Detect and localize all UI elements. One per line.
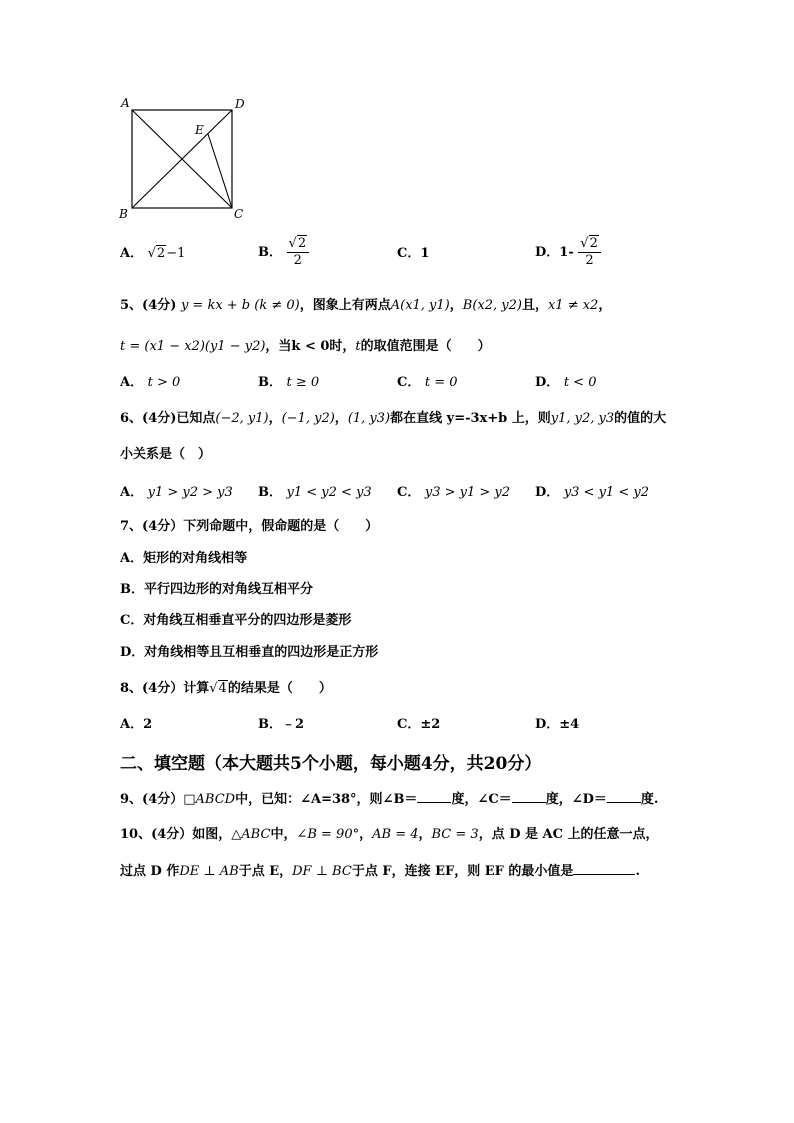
answer-blank-d[interactable]	[607, 790, 641, 803]
q5-point-b: B(x2, y2)	[462, 298, 522, 313]
q5-sep: ，	[449, 298, 463, 313]
label-b: B	[119, 207, 128, 221]
q5-question: 的取值范围是（ ）	[360, 339, 491, 354]
fraction: $\frac{√2}{2}$	[578, 236, 601, 269]
option-letter: A．	[120, 246, 144, 261]
q7-option-a: A．矩形的对角线相等	[120, 551, 248, 566]
option-text: t ≥ 0	[286, 375, 320, 390]
option-letter: B．	[258, 375, 282, 390]
option-text: y1 > y2 > y3	[147, 485, 233, 500]
q7-option-d: D．对角线相等且互相垂直的四边形是正方形	[120, 645, 379, 660]
q4-option-d	[535, 236, 601, 269]
option-letter: A．	[120, 485, 144, 500]
label-c: C	[234, 207, 244, 221]
option-letter: B．	[258, 245, 282, 260]
q9-line	[120, 790, 658, 809]
q6-point-2: (−1, y2)	[281, 411, 335, 426]
q4-a-rest: −1	[166, 246, 186, 261]
q6-line-1	[120, 410, 666, 428]
q5-option-a	[120, 374, 180, 392]
q10-sep: ，	[359, 827, 373, 842]
q5-end: ，	[598, 298, 612, 313]
radicand: 2	[156, 246, 166, 261]
q6-mid: 都在直线 y=-3x+b 上，则	[390, 411, 551, 426]
q5-line-1	[120, 297, 611, 315]
q9-prefix: 9、(4分）	[120, 792, 184, 807]
q10-sep: ，	[418, 827, 432, 842]
q10-bc: BC = 3	[431, 827, 479, 842]
label-a: A	[121, 96, 130, 110]
option-letter: B．	[258, 485, 282, 500]
q5-t-expr: t = (x1 − x2)(y1 − y2)	[120, 339, 266, 354]
option-text: y3 > y1 > y2	[424, 485, 511, 500]
q6-point-1: (−2, y1)	[215, 411, 269, 426]
q8-stem	[120, 680, 332, 698]
option-letter: B．	[258, 717, 282, 732]
q10-t1: 中，	[270, 827, 297, 842]
q6-point-3: (1, y3)	[347, 411, 391, 426]
q5-prefix: 5、(4分)	[120, 298, 177, 313]
q10-triangle: △ABC	[231, 827, 271, 842]
q4-a-expr: √2−1	[147, 246, 186, 261]
q9-deg-b: 度，∠C＝	[451, 792, 512, 807]
option-letter: C．	[397, 246, 421, 261]
option-text: ±2	[420, 717, 441, 732]
denominator: 2	[293, 253, 302, 268]
option-letter: C．	[397, 485, 421, 500]
option-text: ﹣2	[282, 717, 305, 732]
q7-stem: 7、(4分）下列命题中，假命题的是（ ）	[120, 519, 379, 534]
q5-cond: x1 ≠ x2	[547, 298, 599, 313]
q9-deg-c: 度，∠D＝	[545, 792, 607, 807]
q5-line-2	[120, 338, 491, 356]
option-text: y1 < y2 < y3	[286, 485, 372, 500]
q10-end: ，点 D 是 AC 上的任意一点，	[478, 827, 659, 842]
q6-option-a	[120, 484, 233, 502]
q5-condition: ，当k < 0时，	[265, 339, 356, 354]
radicand: 4	[218, 681, 227, 696]
option-letter: C．	[397, 717, 421, 732]
q10-p2: 于点 E，	[238, 864, 293, 879]
q10-line-1	[120, 826, 659, 844]
answer-blank-ef[interactable]	[573, 862, 635, 875]
q10-de: DE ⊥ AB	[179, 864, 239, 879]
q5-option-d	[535, 374, 596, 392]
q10-df: DF ⊥ BC	[292, 864, 352, 879]
square-figure	[115, 94, 255, 229]
q6-option-d	[535, 484, 649, 502]
q5-option-c	[397, 374, 458, 392]
option-letter: A．	[120, 375, 144, 390]
q5-option-b	[258, 374, 319, 392]
q7-option-b: B．平行四边形的对角线互相平分	[120, 582, 313, 597]
q10-p1: 过点 D 作	[120, 864, 180, 879]
q8-question: 的结果是（ ）	[227, 681, 332, 696]
q9-deg-d: 度.	[640, 792, 659, 807]
option-text: ±4	[559, 717, 580, 732]
option-text: t < 0	[563, 375, 597, 390]
section-heading: 二、填空题（本大题共5个小题，每小题4分，共20分）	[120, 754, 542, 774]
q8-option-b	[258, 716, 304, 734]
option-letter: D．	[535, 245, 560, 260]
q5-point-a: A(x1, y1)	[390, 298, 450, 313]
denominator: 2	[585, 253, 594, 268]
q6-option-c	[397, 484, 510, 502]
option-text: 1	[420, 246, 430, 261]
option-letter: A．	[120, 717, 144, 732]
q10-p3: 于点 F，连接 EF，则 EF 的最小值是	[351, 864, 574, 879]
q6-sep: ，	[334, 411, 348, 426]
option-text: t = 0	[424, 375, 458, 390]
q9-mid: 中，已知：∠A=38°，则∠B＝	[235, 792, 418, 807]
q8-prefix: 8、(4分）计算	[120, 681, 210, 696]
q10-angle: ∠B = 90°	[296, 827, 360, 842]
q8-option-d	[535, 716, 579, 734]
numerator: 2	[589, 236, 598, 251]
q8-option-a	[120, 716, 152, 734]
q6-line-2: 小关系是（ ）	[120, 447, 212, 462]
label-e: E	[195, 123, 204, 137]
q9-shape: □ABCD	[183, 792, 236, 807]
option-letter: D．	[535, 717, 560, 732]
q5-and: 且，	[521, 298, 548, 313]
q5-mid: ，图象上有两点	[299, 298, 391, 313]
option-prefix: 1-	[559, 245, 574, 260]
option-text: 2	[143, 717, 153, 732]
option-letter: D．	[535, 485, 560, 500]
q5-t: t	[355, 339, 361, 354]
q6-ys: y1, y2, y3	[550, 411, 615, 426]
q10-prefix: 10、(4分）如图，	[120, 827, 232, 842]
q10-ab: AB = 4	[372, 827, 419, 842]
answer-blank-b[interactable]	[417, 790, 451, 803]
q7-option-c: C．对角线互相垂直平分的四边形是菱形	[120, 613, 352, 628]
fraction: $\frac{√2}{2}$	[287, 236, 310, 269]
q8-option-c	[397, 716, 440, 734]
q8-sqrt: √4	[209, 681, 227, 696]
q4-option-a	[120, 245, 185, 263]
q6-sep: ，	[268, 411, 282, 426]
q10-end: .	[635, 864, 640, 879]
q4-option-c	[397, 245, 429, 263]
answer-blank-c[interactable]	[512, 790, 546, 803]
option-letter: D．	[535, 375, 560, 390]
q4-option-b	[258, 236, 309, 269]
label-d: D	[235, 97, 245, 111]
numerator: 2	[297, 236, 307, 251]
q6-option-b	[258, 484, 372, 502]
q6-prefix: 6、(4分)已知点	[120, 411, 216, 426]
option-text: t > 0	[147, 375, 181, 390]
option-text: y3 < y1 < y2	[563, 485, 649, 500]
q5-function: y = kx + b (k ≠ 0)	[180, 298, 300, 313]
q6-end: 的值的大	[614, 411, 667, 426]
option-letter: C．	[397, 375, 421, 390]
q10-line-2	[120, 862, 640, 881]
